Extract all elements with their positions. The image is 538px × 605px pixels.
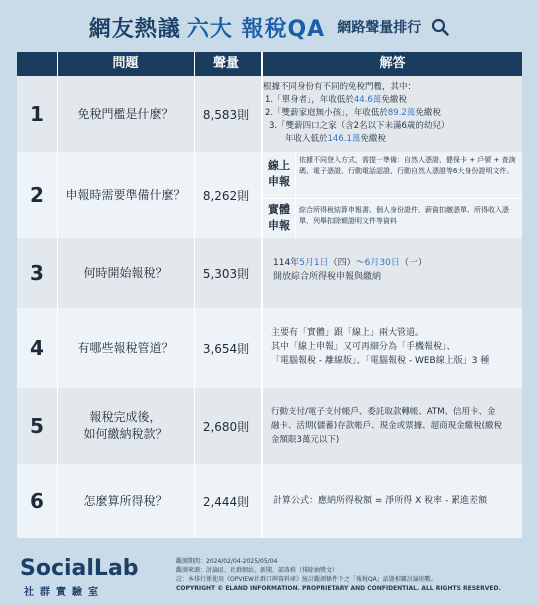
logo-wordmark: SocialLab	[20, 556, 139, 581]
answer-line: 金額限3萬元以下)	[271, 435, 340, 445]
row-number: 4	[30, 336, 44, 360]
answer-line: 行動支付/電子支付帳戶、委託取款轉帳、ATM、信用卡、金	[271, 407, 496, 417]
row-number: 2	[30, 183, 44, 207]
row-question: 何時開始報稅？	[83, 265, 168, 280]
answer-line: 根據不同身份有不同的免稅門檻，其中：	[263, 82, 417, 92]
answer-line: 114年	[273, 258, 300, 268]
row-number: 1	[30, 102, 44, 126]
title-part1: 網友熱議	[88, 16, 181, 42]
row-answer: 計算公式：應納所得稅額 = 淨所得 X 稅率 - 累進差額	[273, 496, 488, 506]
row-answer	[263, 81, 518, 146]
offline-filing-text: 綜合所得稅結算申報書、個人身份證件、薪資扣繳憑單、所得收入憑單、列舉扣除額證明文件等資料	[299, 206, 509, 225]
row-question: 有哪些報稅管道？	[77, 340, 174, 355]
answer-line: 免繳稅	[415, 108, 441, 118]
column-divider	[57, 52, 58, 538]
table-row	[17, 388, 522, 464]
title-part2: 六大 報稅QA	[186, 16, 326, 42]
row-volume: 2,444則	[202, 494, 250, 509]
answer-highlight: 44.6萬	[353, 95, 382, 105]
online-filing	[263, 152, 522, 198]
row-question: 怎麼算所得稅？	[83, 493, 168, 508]
answer-line: 融卡、活期(儲蓄)存款帳戶、現金或票據、超商現金繳稅(繳稅	[271, 421, 502, 431]
row-answer	[271, 326, 521, 368]
search-icon	[431, 18, 449, 36]
row-question: 申報時需要準備什麼？	[65, 187, 186, 202]
question-line: 報稅完成後，	[89, 410, 162, 424]
row-number: 6	[30, 489, 44, 513]
footnote-copyright: COPYRIGHT © ELAND INFORMATION. PROPRIETARY AND CONFIDENTIAL. ALL RIGHTS RESERVED.	[176, 585, 501, 592]
row-volume: 2,680則	[202, 419, 250, 434]
answer-line: （一）	[399, 258, 427, 268]
answer-line: 開放綜合所得稅申報與繳納	[273, 272, 382, 282]
row-question: 免稅門檻是什麼？	[77, 106, 174, 121]
title-part3: 網路聲量排行	[337, 20, 422, 36]
answer-line: 「電腦報稅 - 離線版」、「電腦報稅 - WEB線上版」3 種	[271, 356, 490, 366]
answer-line: 免繳稅	[360, 134, 386, 144]
answer-line: （四）～	[328, 258, 365, 268]
row-answer	[273, 256, 528, 284]
row-volume: 3,654則	[202, 341, 250, 356]
column-divider	[194, 52, 195, 538]
footnotes	[176, 557, 526, 593]
answer-line: 1.「單身者」，年收低於	[265, 95, 354, 105]
answer-line: 年收入低於	[285, 134, 328, 144]
table-header	[17, 52, 522, 76]
row-volume: 8,583則	[202, 107, 250, 122]
footnote-sources: 觀測來源：討論區、社群網站、新聞、部落格（排除抽獎文）	[176, 567, 339, 574]
logo-subtitle: 社群實驗室	[24, 587, 104, 598]
sociallab-logo	[20, 556, 170, 598]
column-divider	[261, 52, 263, 538]
offline-filing	[263, 199, 522, 238]
answer-line: 3.「雙薪四口之家（含2名以下未滿6歲的幼兒）	[269, 121, 450, 131]
answer-line: 免繳稅	[381, 95, 407, 105]
row-question	[57, 388, 194, 464]
footnote-period: 觀測期間：2024/02/04-2025/05/04	[176, 558, 278, 565]
question-line: 如何繳納稅款？	[83, 427, 168, 441]
answer-highlight: 5月1日	[299, 258, 329, 268]
row-volume: 5,303則	[202, 266, 250, 281]
table-row	[17, 76, 522, 152]
header-question: 問題	[112, 56, 139, 71]
row-answer	[271, 405, 521, 447]
answer-line: 2.「雙薪家庭無小孩」，年收低於	[265, 108, 388, 118]
table-row	[17, 152, 522, 238]
answer-line: 主要有「實體」跟「線上」兩大管道。	[271, 328, 425, 338]
footer	[0, 548, 538, 605]
header-volume: 聲量	[212, 56, 239, 71]
qa-table	[17, 52, 522, 538]
offline-filing-label: 實體申報	[268, 203, 290, 232]
header-answer: 解答	[379, 56, 406, 71]
row-number: 3	[30, 261, 44, 285]
online-filing-text: 依據不同登入方式，需提一準備：自然人憑證、健保卡 + 戶號 + 查詢碼、電子憑證、行動電話認證、行動自然人憑證等6大身份證明文件。	[299, 156, 516, 175]
answer-highlight: 6月30日	[364, 258, 400, 268]
page-title	[0, 10, 538, 44]
footnote-note: 註：本排行係使用《OPVIEW社群口碑資料庫》統計觀測條件下之「報稅QA」話題相關討論則數。	[176, 576, 437, 583]
row-number: 5	[30, 414, 44, 438]
table-row	[17, 238, 522, 308]
table-row	[17, 308, 522, 388]
answer-highlight: 89.2萬	[387, 108, 416, 118]
row-volume: 8,262則	[202, 188, 250, 203]
answer-highlight: 146.1萬	[327, 134, 361, 144]
answer-line: 其中「線上申報」又可再細分為「手機報稅」、	[271, 342, 456, 352]
table-row	[17, 464, 522, 538]
online-filing-label: 線上申報	[268, 159, 290, 188]
